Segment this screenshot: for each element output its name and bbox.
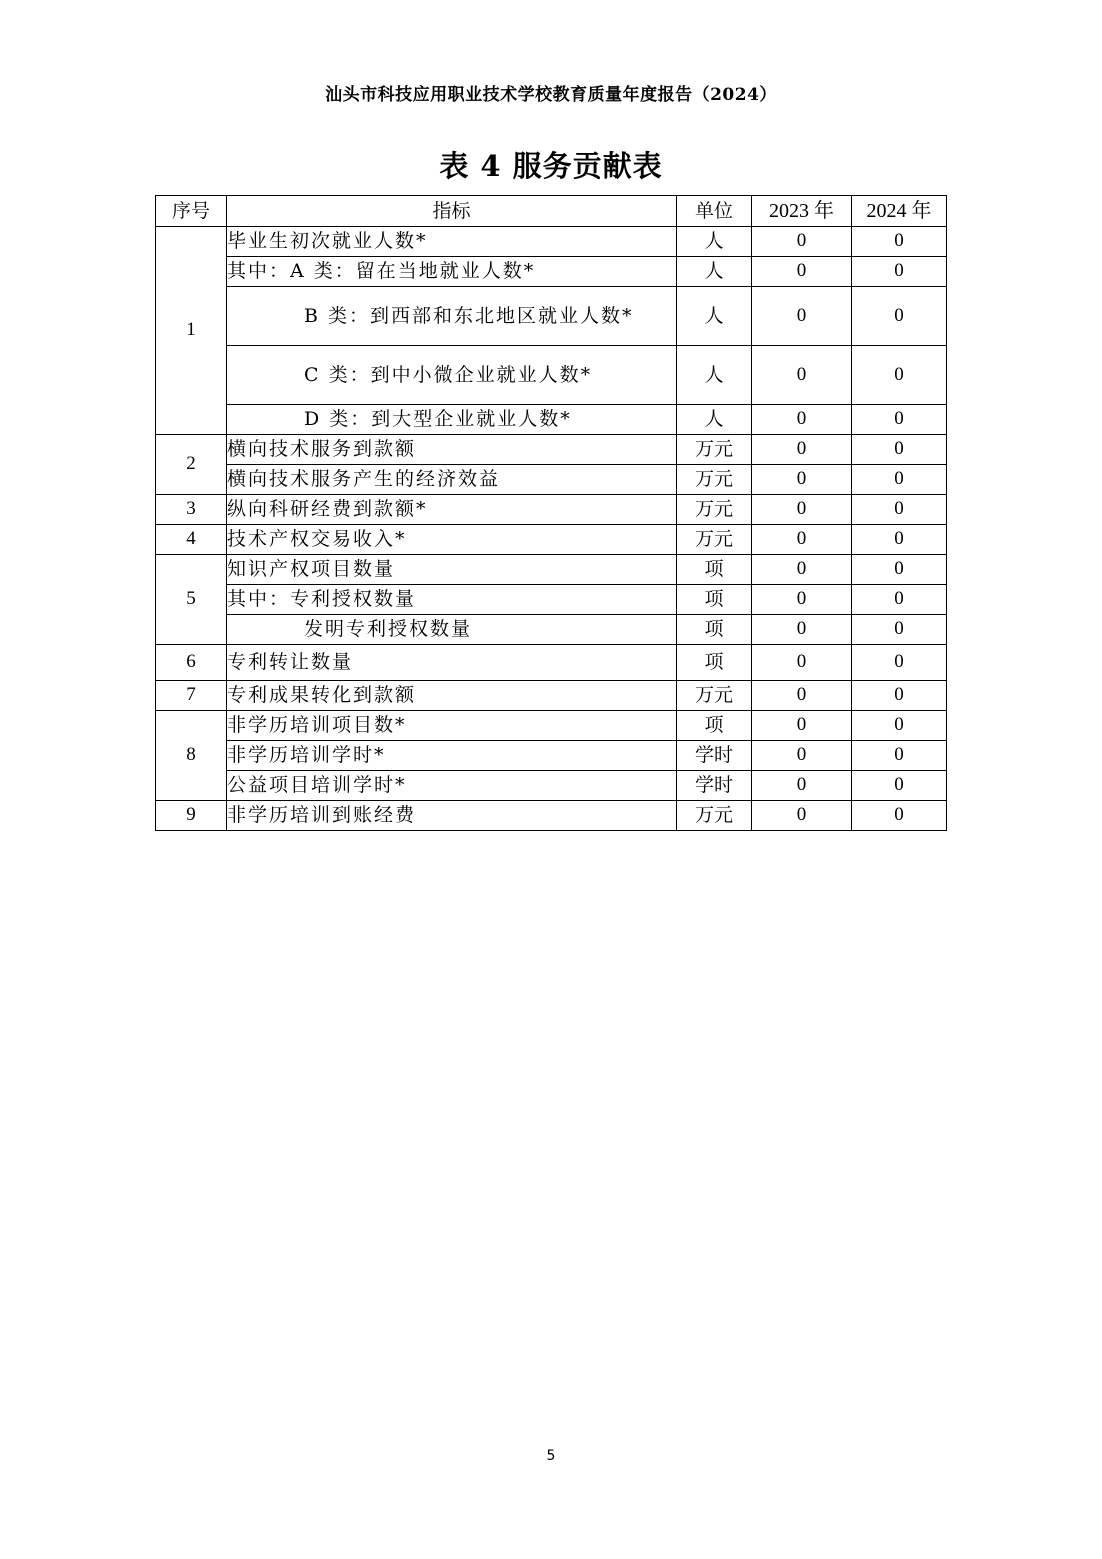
value-2023-cell: 0 [752, 681, 852, 711]
value-2024-cell: 0 [852, 801, 947, 831]
unit-cell: 万元 [677, 435, 752, 465]
value-2024-cell: 0 [852, 287, 947, 346]
page-number: 5 [546, 1448, 556, 1464]
unit-cell: 人 [677, 257, 752, 287]
value-2024-cell: 0 [852, 227, 947, 257]
value-2023-cell: 0 [752, 227, 852, 257]
value-2024-cell: 0 [852, 681, 947, 711]
value-2023-cell: 0 [752, 801, 852, 831]
indicator-cell: 专利成果转化到款额 [227, 681, 677, 711]
value-2024-cell: 0 [852, 465, 947, 495]
indicator-cell: 发明专利授权数量 [227, 615, 677, 645]
value-2023-cell: 0 [752, 495, 852, 525]
table-row [156, 346, 947, 405]
value-2024-cell: 0 [852, 585, 947, 615]
unit-cell: 项 [677, 555, 752, 585]
value-2023-cell: 0 [752, 615, 852, 645]
unit-cell: 人 [677, 405, 752, 435]
table-row [156, 555, 947, 585]
table-title: 表 4 服务贡献表 [439, 149, 663, 183]
table-header-row [156, 196, 947, 227]
value-2023-cell: 0 [752, 711, 852, 741]
value-2023-cell: 0 [752, 771, 852, 801]
indicator-cell: 横向技术服务产生的经济效益 [227, 465, 677, 495]
table-row [156, 495, 947, 525]
indicator-cell: 非学历培训项目数* [227, 711, 677, 741]
indicator-cell: D 类：到大型企业就业人数* [227, 405, 677, 435]
seq-cell: 3 [156, 495, 227, 525]
indicator-cell: 非学历培训到账经费 [227, 801, 677, 831]
unit-cell: 学时 [677, 771, 752, 801]
table-row [156, 615, 947, 645]
seq-cell: 7 [156, 681, 227, 711]
value-2023-cell: 0 [752, 287, 852, 346]
value-2023-cell: 0 [752, 257, 852, 287]
value-2024-cell: 0 [852, 741, 947, 771]
unit-cell: 万元 [677, 525, 752, 555]
value-2024-cell: 0 [852, 525, 947, 555]
seq-cell: 8 [156, 711, 227, 801]
value-2023-cell: 0 [752, 465, 852, 495]
column-header-2024: 2024 年 [852, 196, 947, 227]
value-2024-cell: 0 [852, 645, 947, 681]
value-2024-cell: 0 [852, 711, 947, 741]
unit-cell: 项 [677, 711, 752, 741]
table-row [156, 645, 947, 681]
seq-cell: 2 [156, 435, 227, 495]
service-contribution-table [155, 195, 947, 831]
seq-cell: 1 [156, 227, 227, 435]
value-2023-cell: 0 [752, 645, 852, 681]
indicator-cell: 技术产权交易收入* [227, 525, 677, 555]
indicator-cell: B 类：到西部和东北地区就业人数* [227, 287, 677, 346]
indicator-cell: 纵向科研经费到款额* [227, 495, 677, 525]
seq-cell: 9 [156, 801, 227, 831]
value-2023-cell: 0 [752, 405, 852, 435]
unit-cell: 项 [677, 645, 752, 681]
indicator-cell: 其中：专利授权数量 [227, 585, 677, 615]
value-2024-cell: 0 [852, 435, 947, 465]
table-row [156, 585, 947, 615]
unit-cell: 人 [677, 227, 752, 257]
value-2023-cell: 0 [752, 435, 852, 465]
unit-cell: 人 [677, 346, 752, 405]
table-row [156, 771, 947, 801]
value-2024-cell: 0 [852, 771, 947, 801]
column-header-seq: 序号 [156, 196, 227, 227]
unit-cell: 学时 [677, 741, 752, 771]
unit-cell: 万元 [677, 495, 752, 525]
table-row [156, 801, 947, 831]
value-2024-cell: 0 [852, 405, 947, 435]
unit-cell: 项 [677, 615, 752, 645]
value-2024-cell: 0 [852, 257, 947, 287]
unit-cell: 项 [677, 585, 752, 615]
value-2023-cell: 0 [752, 346, 852, 405]
table-row [156, 741, 947, 771]
unit-cell: 人 [677, 287, 752, 346]
table-row [156, 227, 947, 257]
column-header-unit: 单位 [677, 196, 752, 227]
value-2024-cell: 0 [852, 555, 947, 585]
table-row [156, 465, 947, 495]
indicator-cell: 专利转让数量 [227, 645, 677, 681]
column-header-2023: 2023 年 [752, 196, 852, 227]
table-row [156, 405, 947, 435]
unit-cell: 万元 [677, 465, 752, 495]
unit-cell: 万元 [677, 681, 752, 711]
value-2023-cell: 0 [752, 585, 852, 615]
indicator-cell: 公益项目培训学时* [227, 771, 677, 801]
table-row [156, 435, 947, 465]
value-2023-cell: 0 [752, 741, 852, 771]
table-row [156, 257, 947, 287]
table-row [156, 681, 947, 711]
indicator-cell: 其中：A 类：留在当地就业人数* [227, 257, 677, 287]
table-row [156, 711, 947, 741]
indicator-cell: 毕业生初次就业人数* [227, 227, 677, 257]
column-header-indicator: 指标 [227, 196, 677, 227]
value-2024-cell: 0 [852, 346, 947, 405]
indicator-cell: C 类：到中小微企业就业人数* [227, 346, 677, 405]
indicator-cell: 非学历培训学时* [227, 741, 677, 771]
value-2024-cell: 0 [852, 615, 947, 645]
seq-cell: 6 [156, 645, 227, 681]
value-2024-cell: 0 [852, 495, 947, 525]
table-row [156, 525, 947, 555]
seq-cell: 5 [156, 555, 227, 645]
report-header: 汕头市科技应用职业技术学校教育质量年度报告（2024） [325, 85, 777, 105]
table-row [156, 287, 947, 346]
indicator-cell: 横向技术服务到款额 [227, 435, 677, 465]
seq-cell: 4 [156, 525, 227, 555]
value-2023-cell: 0 [752, 525, 852, 555]
value-2023-cell: 0 [752, 555, 852, 585]
unit-cell: 万元 [677, 801, 752, 831]
indicator-cell: 知识产权项目数量 [227, 555, 677, 585]
